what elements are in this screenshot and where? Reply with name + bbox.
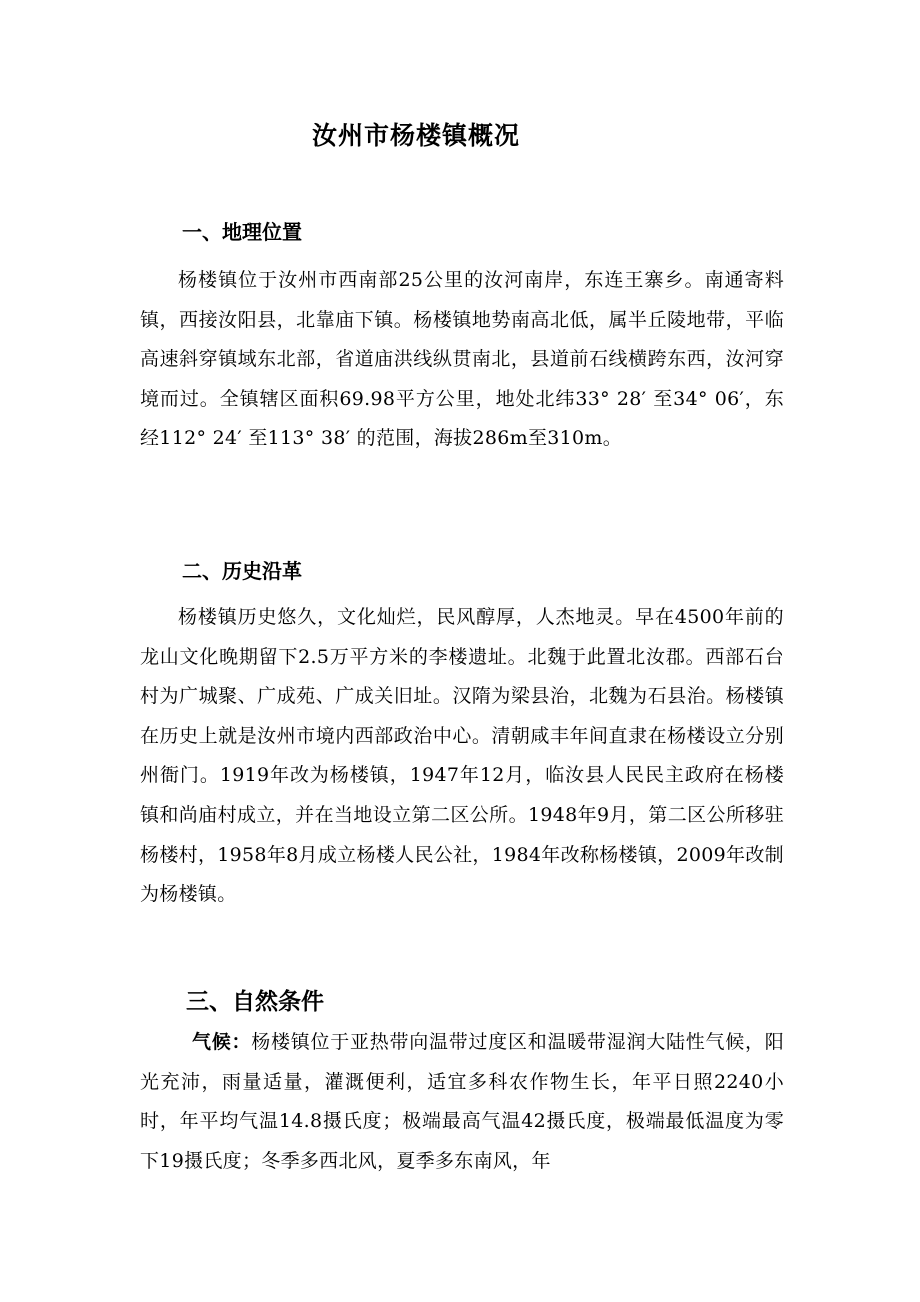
climate-lead-label: 气候：	[192, 1031, 252, 1053]
section-heading-history: 二、历史沿革	[182, 559, 302, 583]
section-text-geography: 杨楼镇位于汝州市西南部25公里的汝河南岸，东连王寨乡。南通寄料镇，西接汝阳县，北靠庙下镇。杨楼镇地势南高北低，属半丘陵地带，平临高速斜穿镇域东北部，省道庙洪线纵贯南北，县道前石线横跨东西，汝河穿境而过。全镇辖区面积69.98平方公里，地处北纬33° 28′ 至34° 06′，东经112° 24′ 至113° 38′ 的范围，海拔286m至310m。	[140, 269, 784, 450]
section-heading-natural-conditions: 三、自然条件	[186, 988, 324, 1015]
section-text-history: 杨楼镇历史悠久，文化灿烂，民风醇厚，人杰地灵。早在4500年前的龙山文化晚期留下2.5万平方米的李楼遗址。北魏于此置北汝郡。西部石台村为广城聚、广成苑、广成关旧址。汉隋为梁县治，北魏为石县治。杨楼镇在历史上就是汝州市境内西部政治中心。清朝咸丰年间直隶在杨楼设立分别州衙门。1919年改为杨楼镇，1947年12月，临汝县人民民主政府在杨楼镇和尚庙村成立，并在当地设立第二区公所。1948年9月，第二区公所移驻杨楼村，1958年8月成立杨楼人民公社，1984年改称杨楼镇，2009年改制为杨楼镇。	[140, 606, 784, 906]
section-heading-geography: 一、地理位置	[182, 220, 302, 244]
document-title: 汝州市杨楼镇概况	[311, 121, 520, 150]
section-text-climate	[140, 1023, 784, 1181]
climate-text: 杨楼镇位于亚热带向温带过度区和温暖带湿润大陆性气候，阳光充沛，雨量适量，灌溉便利，适宜多科农作物生长，年平日照2240小时，年平均气温14.8摄氏度；极端最高气温42摄氏度，极端最低温度为零下19摄氏度；冬季多西北风，夏季多东南风，年	[140, 1031, 784, 1172]
